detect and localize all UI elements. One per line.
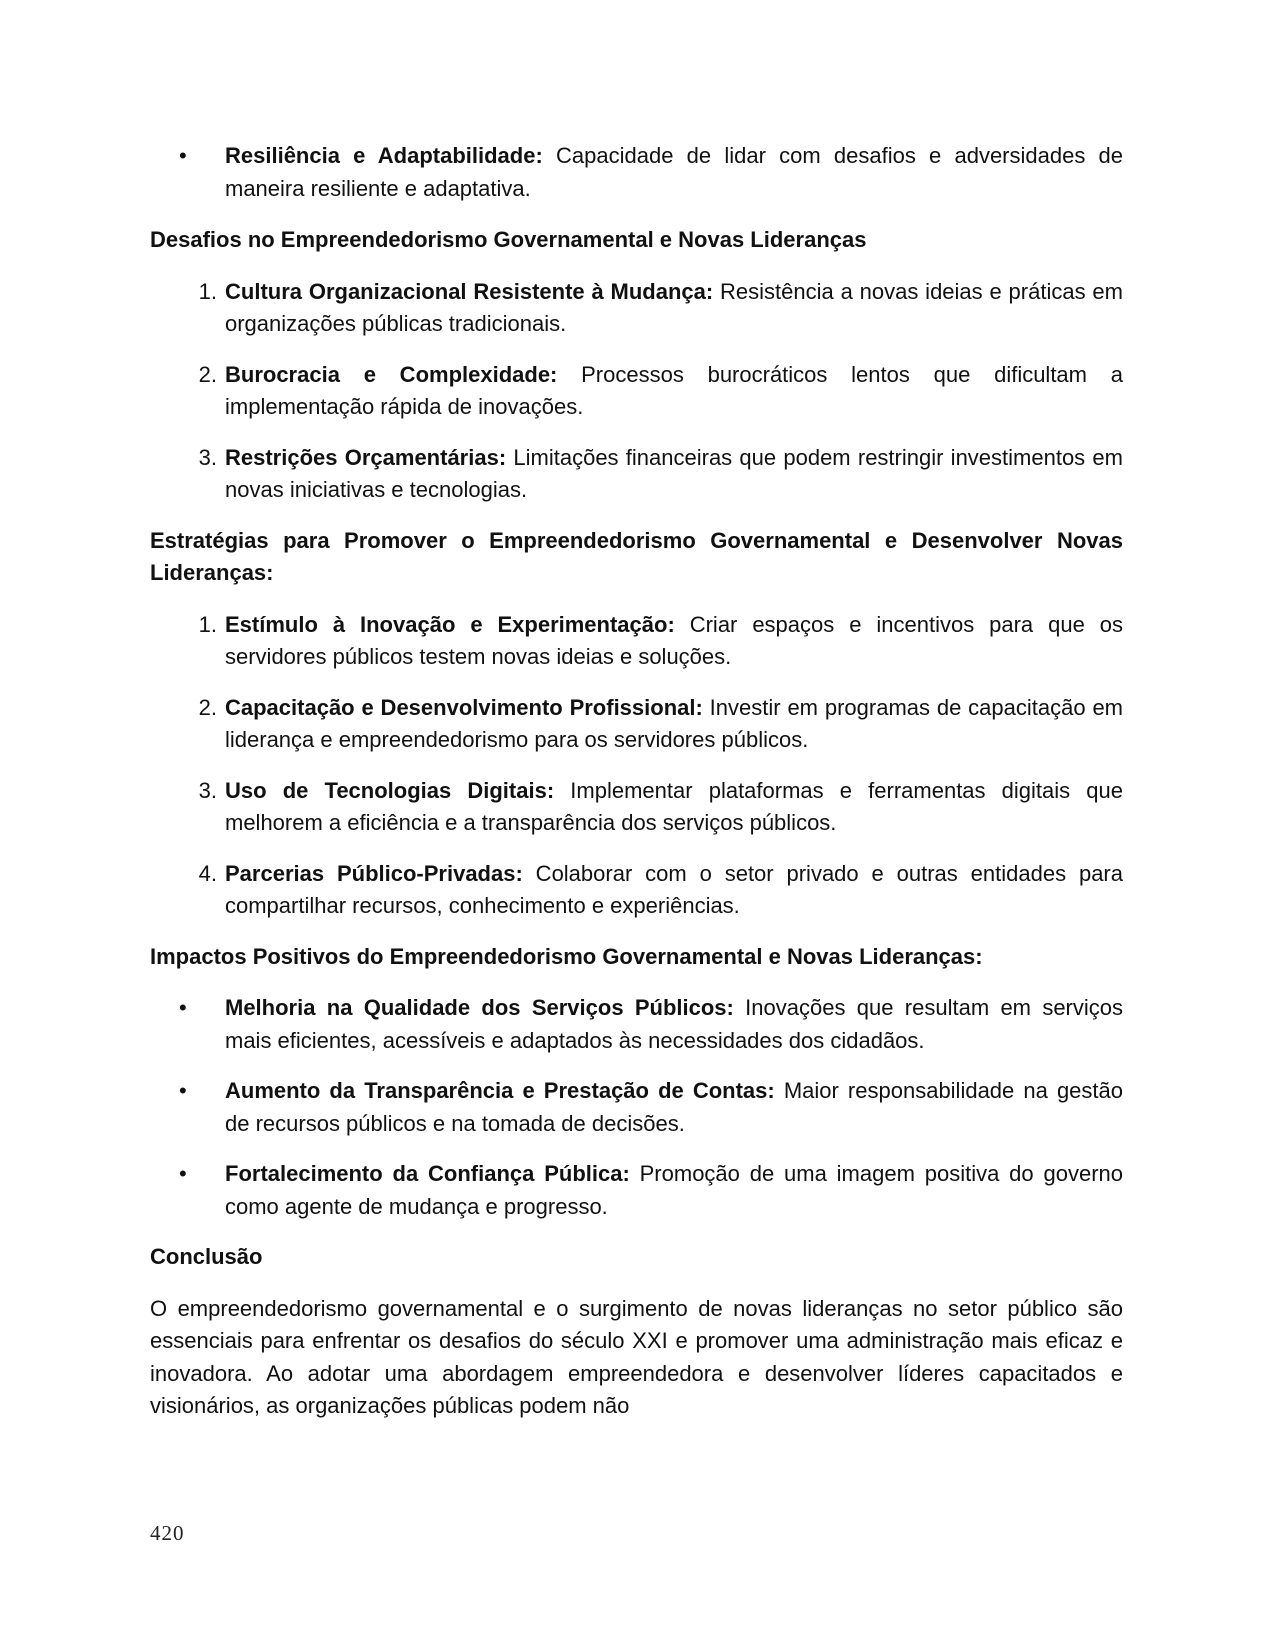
- item-title: Fortalecimento da Confiança Pública:: [225, 1161, 630, 1186]
- item-title: Estímulo à Inovação e Experimentação:: [225, 611, 675, 637]
- list-item: [150, 442, 1123, 507]
- section-heading-desafios: Desafios no Empreendedorismo Governamental e Novas Lideranças: [150, 227, 867, 252]
- list-item: [150, 1158, 1123, 1223]
- item-text: Capacidade de lidar com desafios e adversidades de maneira resiliente e adaptativa.: [225, 143, 1124, 201]
- item-number: 1.: [198, 278, 217, 304]
- conclusion-paragraph: O empreendedorismo governamental e o surgimento de novas lideranças no setor público são essenciais para enfrentar os desafios do século XXI e promover uma administração mais eficaz e inovadora. Ao adotar uma abordagem empreendedora e desenvolver líderes capacitados e visionários, as organizações públicas podem não: [150, 1295, 1123, 1418]
- item-text: Investir em programas de capacitação em liderança e empreendedorismo para os servidores públicos.: [225, 694, 1123, 752]
- item-text: Processos burocráticos lentos que dificultam a implementação rápida de inovações.: [225, 361, 1123, 419]
- impactos-list: [150, 992, 1123, 1223]
- item-text: Promoção de uma imagem positiva do governo como agente de mudança e progresso.: [225, 1161, 1123, 1219]
- item-text: Inovações que resultam em serviços mais eficientes, acessíveis e adaptados às necessidades dos cidadãos.: [225, 995, 1123, 1053]
- item-title: Capacitação e Desenvolvimento Profissional:: [225, 694, 703, 720]
- item-title: Restrições Orçamentárias:: [225, 444, 507, 470]
- item-number: 2.: [198, 694, 217, 720]
- item-text: Implementar plataformas e ferramentas digitais que melhorem a eficiência e a transparência dos serviços públicos.: [225, 777, 1124, 835]
- list-item: [150, 609, 1123, 674]
- list-item: [150, 858, 1123, 923]
- document-page: [150, 140, 1123, 1423]
- bullet-icon: •: [179, 1161, 187, 1186]
- list-item: [150, 992, 1123, 1057]
- item-number: 1.: [198, 611, 217, 637]
- item-title: Resiliência e Adaptabilidade:: [225, 143, 543, 168]
- bullet-item-resiliencia: [150, 140, 1123, 205]
- item-text: Resistência a novas ideias e práticas em organizações públicas tradicionais.: [225, 278, 1123, 336]
- section-heading-estrategias: Estratégias para Promover o Empreendedorismo Governamental e Desenvolver Novas Lideranças:: [150, 527, 1123, 585]
- section-heading-conclusao: Conclusão: [150, 1244, 263, 1269]
- list-item: [150, 359, 1123, 424]
- section-heading-impactos: Impactos Positivos do Empreendedorismo Governamental e Novas Lideranças:: [150, 943, 983, 969]
- item-number: 3.: [198, 444, 217, 470]
- list-item: [150, 692, 1123, 757]
- item-text: Limitações financeiras que podem restringir investimentos em novas iniciativas e tecnologias.: [225, 444, 1123, 502]
- bullet-icon: •: [179, 143, 187, 168]
- bullet-icon: •: [179, 1078, 187, 1103]
- list-item: [150, 1075, 1123, 1140]
- item-title: Aumento da Transparência e Prestação de Contas:: [225, 1078, 775, 1103]
- list-item: [150, 775, 1123, 840]
- item-title: Cultura Organizacional Resistente à Mudança:: [225, 278, 714, 304]
- desafios-list: [150, 276, 1123, 507]
- item-text: Criar espaços e incentivos para que os servidores públicos testem novas ideias e soluções.: [225, 611, 1123, 669]
- item-text: Colaborar com o setor privado e outras entidades para compartilhar recursos, conhecimento e experiências.: [225, 860, 1123, 918]
- list-item: [150, 276, 1123, 341]
- item-number: 3.: [198, 777, 217, 803]
- estrategias-list: [150, 609, 1123, 923]
- item-number: 4.: [198, 860, 217, 886]
- item-title: Uso de Tecnologias Digitais:: [225, 777, 555, 803]
- page-number: 420: [150, 1521, 185, 1545]
- item-title: Parcerias Público-Privadas:: [225, 860, 523, 886]
- item-title: Melhoria na Qualidade dos Serviços Públicos:: [225, 995, 734, 1020]
- item-number: 2.: [198, 361, 217, 387]
- item-title: Burocracia e Complexidade:: [225, 361, 558, 387]
- item-text: Maior responsabilidade na gestão de recursos públicos e na tomada de decisões.: [225, 1078, 1123, 1136]
- bullet-icon: •: [179, 995, 187, 1020]
